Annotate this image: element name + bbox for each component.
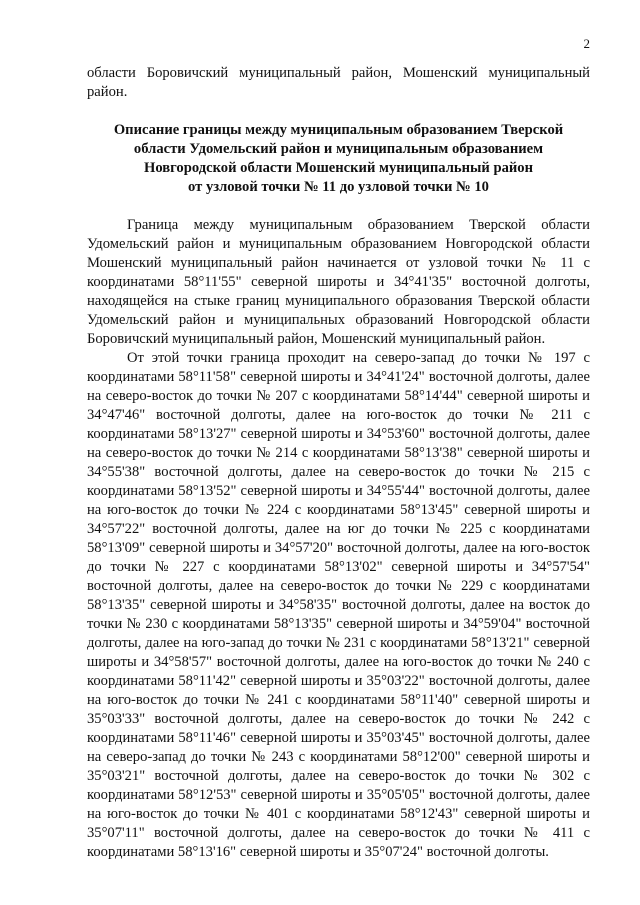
heading-line: от узловой точки № 11 до узловой точки № 10 <box>188 179 489 195</box>
heading-line: области Удомельский район и муниципальным образованием <box>133 141 544 157</box>
body-paragraph: От этой точки граница проходит на северо-запад до точки № 197 с координатами 58°11'58" северной широты и 34°41'24" восточной долготы, далее на северо-восток до точки № 207 с координатами 58°14'44" северной широты и 34°47'46" восточной долготы, далее на юго-восток до точки № 211 с координатами 58°13'27" северной широты и 34°53'60" восточной долготы, далее на северо-восток до точки № 214 с координатами 58°13'38" северной широты и 34°55'38" восточной долготы, далее на северо-восток до точки № 215 с координатами 58°13'52" северной широты и 34°55'44" восточной долготы, далее на юго-восток до точки № 224 с координатами 58°13'45" северной широты и 34°57'22" восточной долготы, далее на юг до точки № 225 с координатами 58°13'09" северной широты и 34°57'20" восточной долготы, далее на юго-восток до точки № 227 с координатами 58°13'02" северной широты и 34°57'54" восточной долготы, далее на северо-восток до точки № 229 с координатами 58°13'35" северной широты и 34°58'35" восточной долготы, далее на восток до точки № 230 с координатами 58°13'35" северной широты и 34°59'04" восточной долготы, далее на юго-запад до точки № 231 с координатами 58°13'21" северной широты и 34°58'57" восточной долготы, далее на юго-восток до точки № 240 с координатами 58°11'42" северной широты и 35°03'22" восточной долготы, далее на юго-восток до точки № 241 с координатами 58°11'40" северной широты и 35°03'33" восточной долготы, далее на северо-восток до точки № 242 с координатами 58°11'46" северной широты и 35°03'45" восточной долготы, далее на северо-запад до точки № 243 с координатами 58°12'00" северной широты и 35°03'21" восточной долготы, далее на северо-восток до точки № 302 с координатами 58°12'53" северной широты и 35°05'05" восточной долготы, далее на юго-восток до точки № 401 с координатами 58°12'43" северной широты и 35°07'11" восточной долготы, далее на северо-восток до точки № 411 с координатами 58°13'16" северной широты и 35°07'24" восточной долготы. <box>87 350 590 860</box>
section-heading <box>87 121 590 197</box>
continuation-paragraph: области Боровичский муниципальный район, Мошенский муниципальный район. <box>87 65 590 100</box>
heading-line: Описание границы между муниципальным образованием Тверской <box>113 122 564 138</box>
body-paragraph: Граница между муниципальным образованием Тверской области Удомельский район и муниципальным образованием Новгородской области Мошенский муниципальный район начинается от узловой точки № 11 с координатами 58°11'55" северной широты и 34°41'35" восточной долготы, находящейся на стыке границ муниципального образования Тверской области Удомельский район и муниципальных образований Новгородской области Боровичский муниципальный район, Мошенский муниципальный район. <box>87 217 590 347</box>
document-body <box>87 64 590 862</box>
page-number: 2 <box>583 36 590 51</box>
heading-line: Новгородской области Мошенский муниципальный район <box>144 160 533 176</box>
